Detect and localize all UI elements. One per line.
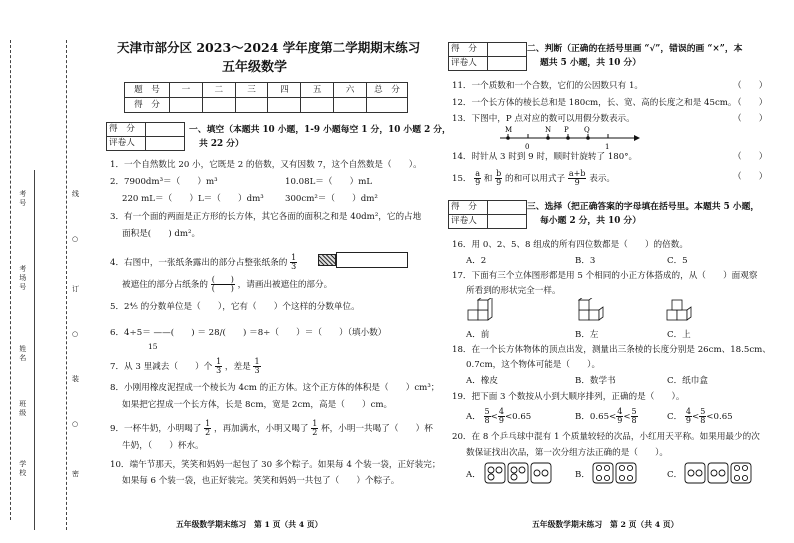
question-6-text: 6．4÷5＝ ——( ) ＝ 28/( ) ＝8÷（ ）＝（ ）（填小数） [110, 328, 387, 338]
fraction-5-8 [631, 408, 638, 425]
fraction-4-9 [498, 408, 505, 425]
option-19c-letter: C． [667, 412, 683, 422]
tick-0: 0 [525, 143, 530, 151]
fraction-5-8 [484, 408, 491, 425]
fraction-a-plus-b-9 [568, 170, 587, 187]
fraction-4-9 [616, 408, 623, 425]
question-17b: 所看到的形状完全一样。 [466, 286, 561, 296]
binding-label-exam-no: 考号 [18, 190, 27, 208]
fraction-den: 9 [685, 416, 691, 425]
question-7-text: 7．从 3 里减去（ ）个 [110, 362, 213, 372]
question-15-expr: 的和可以用式子 [504, 174, 566, 184]
fraction-num: a+b [568, 169, 586, 178]
score-header-cell: 一 [170, 83, 203, 98]
option-19b-letter: B．0.65< [575, 412, 617, 422]
option-17a[interactable]: A．前 [466, 330, 490, 340]
option-19b[interactable]: B．0.65< $\frac{4}{9}$ < $\frac{5}{8}$ [575, 407, 637, 425]
fraction-den: 2 [312, 428, 318, 437]
option-16b[interactable]: B．3 [575, 256, 596, 266]
fraction-a-9 [474, 170, 481, 187]
option-16a[interactable]: A．2 [466, 256, 487, 266]
question-6-denominator: 15 [148, 342, 158, 351]
score-row-label: 得 分 [125, 98, 170, 113]
question-4a-text: 4．右图中，一张纸条露出的部分占整张纸条的 [110, 258, 288, 268]
question-19: 19．把下面 3 个数按从小到大顺序排列，正确的是（ ）。 [452, 392, 685, 402]
section2-title: 二、判断（正确的在括号里画 “√”，错误的画 “×”，本 [527, 44, 743, 54]
binding-line-outer [10, 40, 12, 520]
fraction-den: ( ) [211, 284, 234, 293]
question-2d: 300cm²＝（ ）dm² [285, 194, 378, 204]
seal-char: ○ [72, 330, 79, 338]
binding-label-room-no: 考场号 [18, 265, 27, 292]
ball-groups-a [484, 462, 554, 484]
binding-line-inner [66, 40, 68, 530]
section1-score-box [106, 122, 185, 151]
score-cell[interactable] [202, 98, 235, 113]
fraction-b-9 [495, 170, 502, 187]
question-15-num: 15． [452, 174, 472, 184]
point-m [506, 136, 510, 140]
question-4b [122, 276, 332, 293]
fraction-den: 8 [700, 416, 706, 425]
fraction-4-9 [685, 408, 692, 425]
option-20c[interactable]: C． [667, 470, 683, 480]
fraction-num: 1 [312, 419, 318, 428]
fraction-num: 5 [700, 407, 706, 416]
ball-groups-b [592, 462, 640, 484]
fraction-5-8 [699, 408, 706, 425]
score-cell[interactable] [170, 98, 203, 113]
score-cell[interactable] [301, 98, 334, 113]
question-2a: 2．7900dm³＝（ ）m³ [110, 177, 218, 187]
paper-strip-figure [318, 252, 408, 268]
question-4b-text: 被遮住的部分占纸条的 [122, 280, 208, 290]
score-cell[interactable] [235, 98, 268, 113]
score-cell[interactable] [367, 98, 408, 113]
option-18b[interactable]: B．数学书 [575, 376, 616, 386]
question-9a-text: 9．一杯牛奶，小明喝了 [110, 424, 202, 434]
question-2c: 220 mL＝（ ）L＝（ ）dm³ [122, 194, 264, 204]
label-q: Q [584, 126, 590, 134]
question-4a [110, 254, 297, 271]
exam-subtitle: 五年级数学 [222, 60, 288, 75]
fraction-num: 5 [631, 407, 637, 416]
grader-box-label: 评卷人 [449, 57, 488, 71]
question-12: 12．一个长方体的棱长总和是 180cm，长、宽、高的长度之和是 45cm。 [452, 98, 737, 108]
section1-title: 一、填空（本题共 10 小题，1-9 小题每空 1 分，10 小题 2 分， [189, 125, 451, 135]
grader-box-input[interactable] [488, 215, 527, 229]
grader-box-input[interactable] [488, 57, 527, 71]
option-17c[interactable]: C．上 [667, 330, 691, 340]
question-3a: 3．有一个面的两面是正方形的长方体，其它各面的面积之和是 40dm²，它的占地 [110, 212, 422, 222]
section2-score-box [448, 42, 527, 71]
fraction-den: 8 [631, 416, 637, 425]
score-header-cell: 六 [334, 83, 367, 98]
answer-paren-14[interactable]: （ ） [733, 152, 768, 162]
question-18a: 18．在一个长方体物体的顶点出发，测量出三条棱的长度分别是 26cm、18.5cm、 [452, 345, 771, 355]
question-9d: 牛奶，（ ）杯水。 [122, 441, 204, 451]
answer-paren-12[interactable]: （ ） [733, 98, 768, 108]
score-box-label: 得 分 [449, 43, 488, 57]
binding-label-school: 学校 [18, 460, 27, 478]
fraction-den: 9 [496, 178, 502, 187]
fraction-den: 9 [498, 416, 504, 425]
fraction-den: 9 [574, 178, 580, 187]
score-cell[interactable] [334, 98, 367, 113]
score-header-cell: 五 [301, 83, 334, 98]
fraction-blank[interactable] [211, 276, 235, 293]
seal-char: 线 [72, 190, 79, 198]
ball-groups-c [684, 462, 756, 484]
fraction-den: 9 [617, 416, 623, 425]
score-header-cell: 总 分 [367, 83, 408, 98]
question-6 [110, 328, 386, 339]
fraction-num: 4 [685, 407, 691, 416]
question-7 [110, 358, 261, 375]
fraction-den: 3 [291, 262, 297, 271]
question-16: 16．用 0、2、5、8 组成的所有四位数都是（ ）的倍数。 [452, 240, 688, 250]
fraction-den: 3 [254, 366, 260, 375]
score-header-cell: 题 号 [125, 83, 170, 98]
question-15 [452, 170, 615, 187]
answer-paren-11[interactable]: （ ） [733, 81, 768, 91]
fraction-num: ( ) [211, 275, 234, 284]
seal-char: 装 [72, 375, 79, 383]
question-14: 14．时针从 3 时到 9 时，顺时针旋转了 180°。 [452, 152, 638, 162]
seal-char: 密 [72, 470, 79, 478]
label-p: P [564, 126, 569, 134]
option-19a[interactable]: A． $\frac{5}{8}$ < $\frac{4}{9}$ <0.65 [466, 407, 532, 425]
question-10b: 如果每 6 个装一袋，也正好装完。笑笑和妈妈一共包了（ ）个粽子。 [122, 476, 400, 486]
question-2b: 10.08L＝（ ）mL [285, 177, 373, 187]
question-1: 1．一个自然数比 20 小，它既是 2 的倍数，又有因数 7，这个自然数是（ ）。 [110, 160, 422, 170]
grader-box-label: 评卷人 [107, 137, 146, 151]
fraction-num: 4 [498, 407, 504, 416]
fraction-1-3 [253, 358, 260, 375]
fraction-num: a [475, 169, 481, 178]
question-8a: 8．小刚用橡皮泥捏成一个棱长为 4cm 的正方体。这个正方体的体积是（ ）cm³； [110, 383, 440, 393]
seal-char: ○ [72, 420, 79, 428]
section3-title-2: 每小题 2 分，共 10 分） [540, 216, 641, 226]
footer-right: 五年级数学期末练习 第 2 页（共 4 页） [532, 520, 679, 529]
label-m: M [505, 126, 513, 134]
fraction-1-3 [215, 358, 222, 375]
grader-box-label: 评卷人 [449, 215, 488, 229]
question-13: 13．下图中，P 点对应的数可以用假分数表示。 [452, 114, 635, 124]
exam-title: 天津市部分区 2023～2024 学年度第二学期期末练习 [117, 40, 421, 55]
question-18b: 0.7cm，这个物体可能是（ ）。 [466, 360, 601, 370]
fraction-num: 1 [205, 419, 211, 428]
question-5: 5．2⁴⁄₅ 的分数单位是（ ），它有（ ）个这样的分数单位。 [110, 302, 360, 312]
section3-score-box [448, 200, 527, 229]
score-box-label: 得 分 [449, 201, 488, 215]
option-19c[interactable]: C． $\frac{4}{9}$ < $\frac{5}{8}$ <0.65 [667, 407, 733, 425]
point-n [546, 136, 550, 140]
option-19a-letter: A． [466, 412, 481, 422]
fraction-num: 1 [216, 357, 222, 366]
section1-title-2: 共 22 分） [199, 139, 244, 149]
score-box-input[interactable] [488, 201, 527, 215]
number-line [500, 124, 640, 154]
question-7-end: ，差是 [224, 362, 251, 372]
grader-box-input[interactable] [146, 137, 185, 151]
option-20a[interactable]: A． [466, 470, 481, 480]
question-15-end: 表示。 [589, 174, 616, 184]
score-header-cell: 四 [268, 83, 301, 98]
fraction-num: 5 [484, 407, 490, 416]
score-box-input[interactable] [488, 43, 527, 57]
tick-1: 1 [605, 143, 610, 151]
cube-figure-b [577, 298, 617, 328]
point-p [566, 136, 570, 140]
fraction-num: 1 [291, 253, 297, 262]
score-box-input[interactable] [146, 123, 185, 137]
question-9a [110, 420, 433, 437]
fraction-den: 9 [475, 178, 481, 187]
binding-label-name: 姓名 [18, 345, 27, 363]
strip-exposed-part [318, 254, 336, 266]
fraction-1-2 [311, 420, 318, 437]
score-box-label: 得 分 [107, 123, 146, 137]
fraction-den: 8 [484, 416, 490, 425]
option-18a[interactable]: A．橡皮 [466, 376, 498, 386]
label-n: N [545, 126, 552, 134]
number-line-arrow [634, 135, 640, 141]
cube-figure-c [665, 298, 705, 328]
score-header-cell: 三 [235, 83, 268, 98]
seal-char: 订 [72, 285, 79, 293]
seal-char: ○ [72, 235, 79, 243]
answer-paren-13[interactable]: （ ） [733, 114, 768, 124]
score-header-cell: 二 [202, 83, 235, 98]
question-9b-text: ，再加满水，小明又喝了 [213, 424, 309, 434]
question-8b: 如果把它捏成一个长方体，长是 8cm，宽是 2cm，高是（ ）cm。 [122, 400, 393, 410]
question-17a: 17．下面有三个立体图形都是用 5 个相同的小正方体搭成的，从（ ）面观察 [452, 271, 758, 281]
question-11: 11．一个质数和一个合数，它们的公因数只有 1。 [452, 81, 644, 91]
point-q [586, 136, 590, 140]
question-3b: 面积是( ) dm²。 [122, 229, 201, 239]
fraction-1-3 [290, 254, 297, 271]
strip-cover-box [336, 252, 408, 268]
fraction-num: 1 [254, 357, 260, 366]
option-17b[interactable]: B．左 [575, 330, 599, 340]
footer-left: 五年级数学期末练习 第 1 页（共 4 页） [176, 520, 323, 529]
fraction-den: 3 [216, 366, 222, 375]
question-15-and: 和 [483, 174, 493, 184]
fraction-1-2 [204, 420, 211, 437]
fill-line [34, 170, 36, 530]
section3-title: 三、选择（把正确答案的字母填在括号里。本题共 5 小题， [527, 202, 760, 212]
option-20b[interactable]: B． [575, 470, 590, 480]
question-9c-text: 杯，小明一共喝了（ ）杯 [321, 424, 433, 434]
question-10a: 10．端午节那天，笑笑和妈妈一起包了 30 多个粽子。如果每 4 个装一袋，正好装完； [110, 460, 441, 470]
binding-label-class: 班级 [18, 400, 27, 418]
answer-paren-15[interactable]: （ ） [733, 172, 768, 182]
question-20a: 20．在 8 个乒乓球中混有 1 个质量较轻的次品，小红用天平称。如果用最少的次 [452, 432, 760, 442]
score-cell[interactable] [268, 98, 301, 113]
question-20b: 数保证找出次品，第一次分组方法正确的是（ ）。 [466, 448, 668, 458]
option-16c[interactable]: C．5 [667, 256, 688, 266]
question-4c-text: ，请画出被遮住的部分。 [237, 280, 333, 290]
section2-title-2: 题共 5 小题，共 10 分） [540, 58, 641, 68]
score-table [124, 82, 408, 113]
fraction-num: 4 [617, 407, 623, 416]
fraction-den: 2 [205, 428, 211, 437]
fraction-num: b [496, 169, 502, 178]
cube-figure-a [466, 298, 506, 328]
option-18c[interactable]: C．纸巾盒 [667, 376, 708, 386]
